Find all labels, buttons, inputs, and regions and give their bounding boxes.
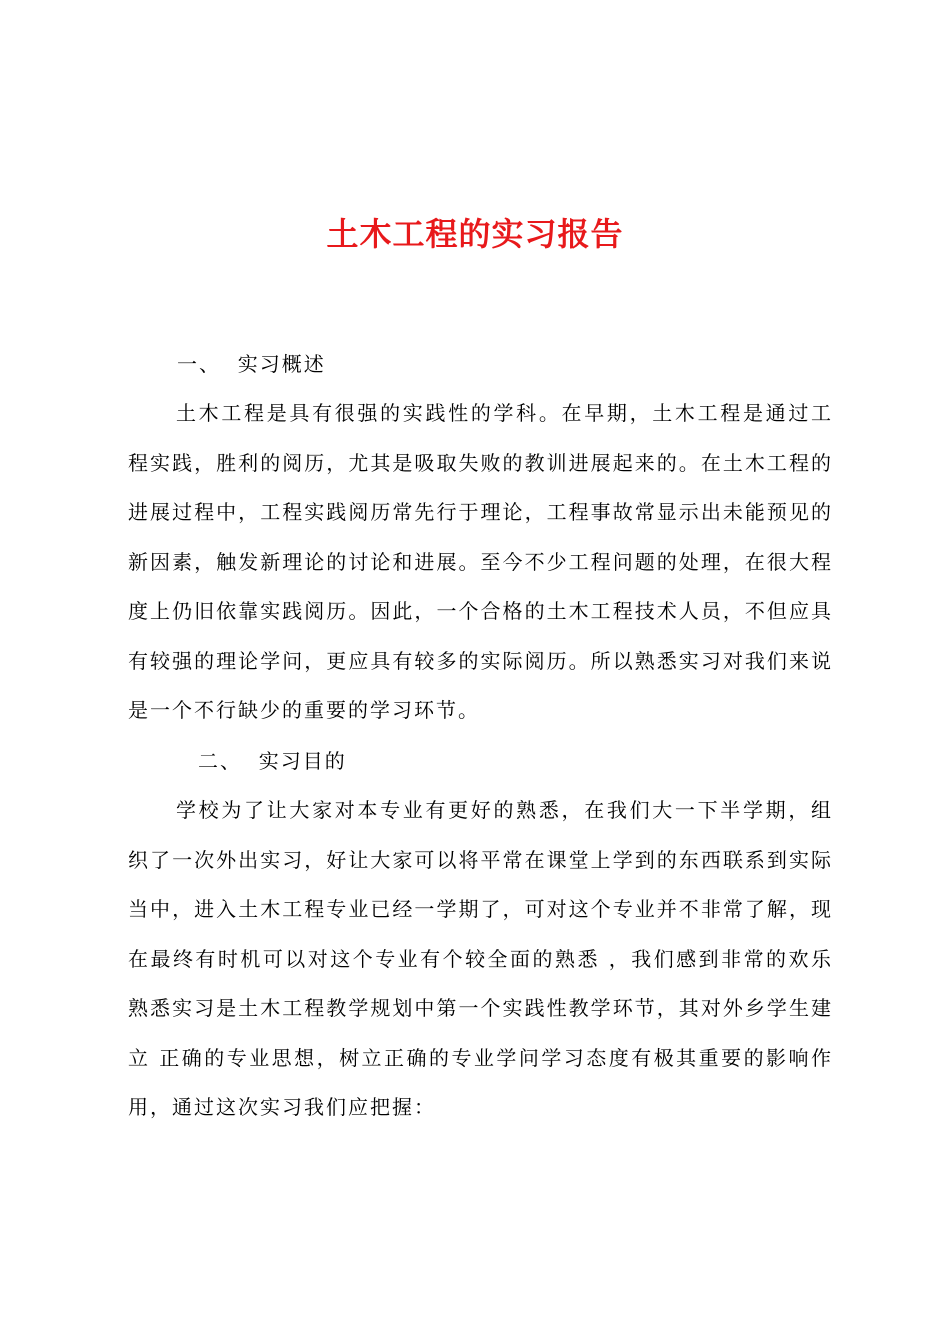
section-paragraph-overview: 土木工程是具有很强的实践性的学科。在早期，土木工程是通过工程实践，胜利的阅历，尤其是吸取失败的教训进展起来的。在土木工程的进展过程中，工程实践阅历常先行于理论，工程事故常显示出未能预见的新因素，触发新理论的讨论和进展。至今不少工程问题的处理，在很大程度上仍旧依靠实践阅历。因此，一个合格的土木工程技术人员，不但应具有较强的理论学问，更应具有较多的实际阅历。所以熟悉实习对我们来说是一个不行缺少的重要的学习环节。	[128, 401, 833, 722]
section-paragraph-purpose: 学校为了让大家对本专业有更好的熟悉，在我们大一下半学期，组织了一次外出实习，好让大家可以将平常在课堂上学到的东西联系到实际当中，进入土木工程专业已经一学期了，可对这个专业并不非常了解，现在最终有时机可以对这个专业有个较全面的熟悉 ，我们感到非常的欢乐 熟悉实习是土木工程教学规划中第一个实践性教学环节，其对外乡学生建立 正确的专业思想，树立正确的专业学问学习态度有极其重要的影响作用，通过这次实习我们应把握：	[128, 798, 842, 1119]
section-heading-overview: 一、 实习概述	[177, 352, 326, 376]
document-title: 土木工程的实习报告	[326, 215, 624, 253]
section-heading-purpose: 二、 实习目的	[198, 749, 347, 773]
